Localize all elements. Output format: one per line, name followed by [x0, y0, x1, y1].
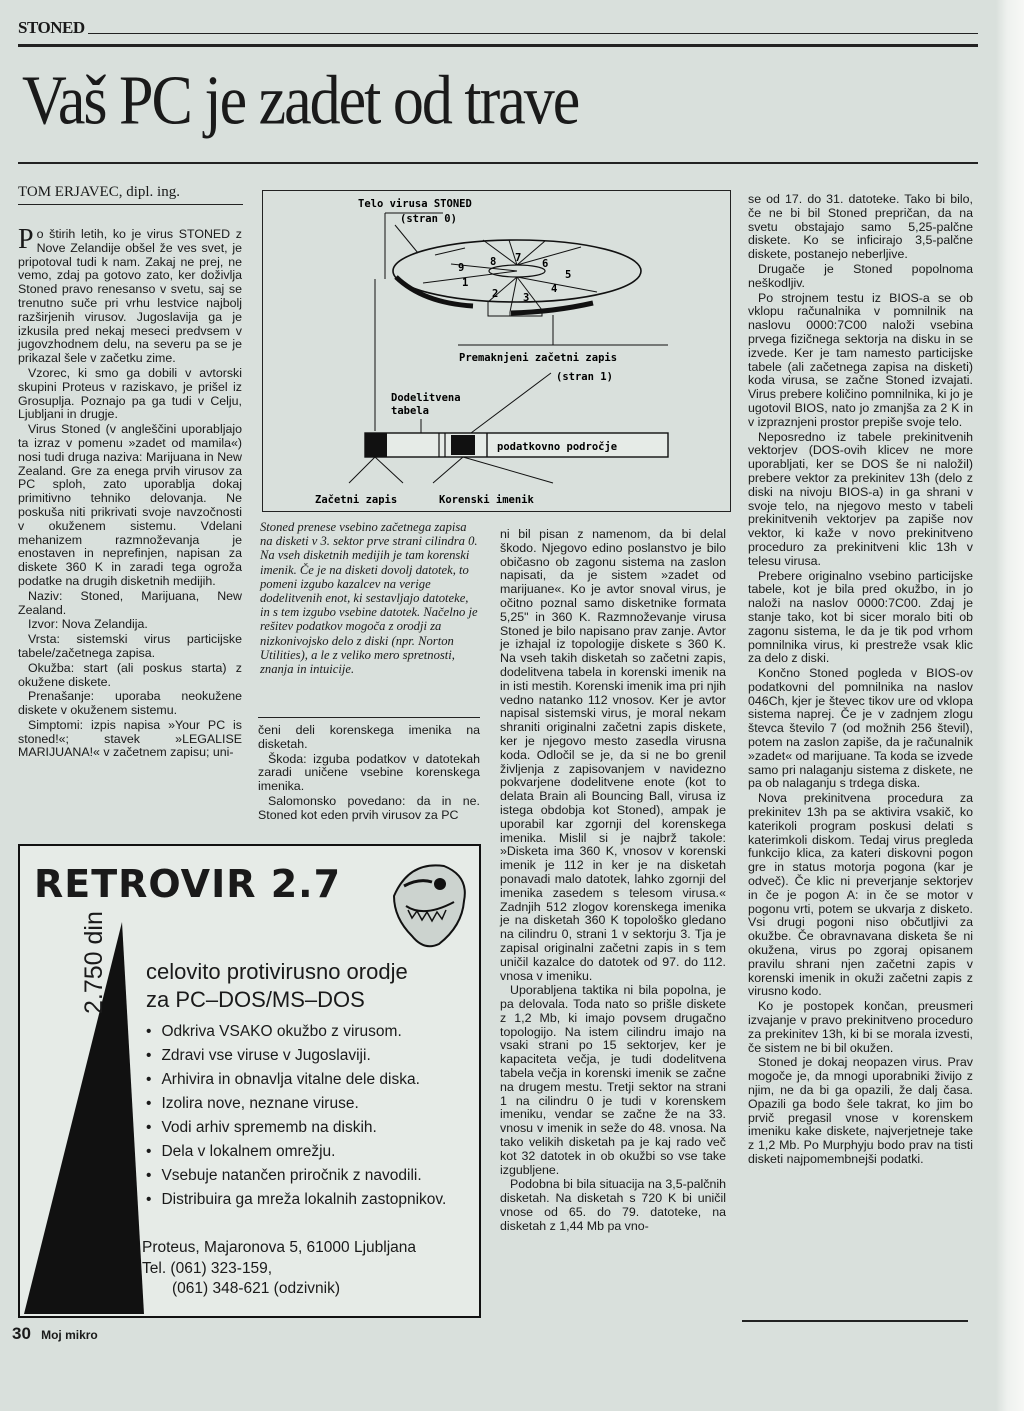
list-item: • Izolira nove, neznane viruse.: [146, 1092, 458, 1116]
column-3: [500, 528, 726, 1235]
paragraph: Okužba: start (ali poskus starta) z okužene diskete.: [18, 660, 242, 689]
disk-diagram-svg: [263, 191, 730, 511]
paragraph: čeni deli korenskega imenika na disketah.: [258, 723, 480, 751]
price-wrap: [80, 911, 120, 1054]
paragraph: [18, 224, 242, 366]
page-edge: [996, 0, 1024, 1411]
column-1: [18, 224, 242, 761]
paragraph: Simptomi: izpis napisa »Your PC is stoned!«; stavek »LEGALISE MARIJUANA!« v začetnem zapisu; uni-: [18, 717, 242, 760]
ad-address: [142, 1238, 416, 1300]
diagram-caption: Stoned prenese vsebino začetnega zapisa na disketi v 3. sektor prve strani cilindra 0. Na vseh disketnih medijih je tam korenski imenik. Če je na disketi dovolj datotek, to pomeni izgubo kazalcev na verige dodelitvenih enot, ki sestavljajo datoteke, in s tem izgubo vsebine datotek. Načelno je rešitev podatkov mogoča z orodji za nizkonivojsko delo z diski (npr. Norton Utilities), a le z veliko mero spretnosti, znanja in intuicije.: [260, 520, 478, 677]
leader-line: [395, 225, 418, 253]
paragraph: Stoned je dokaj neopazen virus. Prav mogoče je, da mnogi uporabniki živijo z njim, ne da bi ga opazili, že dalj časa. Opazili ga bodo šele takrat, ko jim bo prvič pregasil vnose v korenskem imeniku kake diskete, najverjetneje take z 1,2 Mb. Po Murphyju bodo prav na tisti disketi najpomembnejši podatki.: [748, 1055, 973, 1166]
ad-phone-line: (061) 348-621 (odzivnik): [172, 1280, 341, 1297]
ad-title: RETROVIR 2.7: [34, 862, 342, 906]
list-item: • Dela v lokalnem omrežju.: [146, 1140, 458, 1164]
column-2: [258, 724, 480, 824]
title-rule: [18, 162, 978, 164]
paragraph: Nova prekinitvena procedura za prekinitev 13h pa se aktivira vsakič, ko katerikoli program poskusi delati s katerimkoli diskom. Tedaj virus pregleda funkcijo klica, za kateri diskovni pogon gre in status motorja pogona (kar je odveč). Če klic ni preverjanje sektorjev in če je pogon A: in če se motor v pogonu vrti, potem se ukvarja z disketo. Vsi drugi pogoni niso občutljivi za okužbe. Če obravnavana disketa še ni okužena, virus po zgoraj opisanem pravilu shrani njen začetni zapis v korenski imenik in okuži začetni zapis z virusno kodo.: [748, 791, 973, 999]
magazine-name: Moj mikro: [41, 1328, 98, 1342]
list-item: • Distribuira ga mreža lokalnih zastopnikov.: [146, 1188, 458, 1212]
article-title: Vaš PC je zadet od trave: [22, 63, 579, 140]
label-side-1: (stran 1): [556, 371, 613, 383]
paragraph-text: o štirih letih, ko je virus STONED z Nove Zelandije obšel že ves svet, je pripotoval tudi k nam. Zakaj ne prej, ne vemo, zdaj pa gotovo zato, ker doživlja Stoned pravo renesanso v svetu, saj se trenutno suče pri vrhu lestvice najbolj razširjenih virusov. Jugoslavija ga je izkusila pred nekaj meseci predvsem v jugovzhodnem delu, na severu pa se je prikazal šele v začetku zime.: [18, 227, 242, 366]
paragraph: Končno Stoned pogleda v BIOS-ov podatkovni del pomnilnika na naslov 046Ch, kjer je števec tikov ure od vklopa sistema naprej. Če je v zadnjem zlogu števca število 7 (od možnih 256 števil), potem na zaslon zapiše, da je računalnik »zadet« od marijuane. Ta koda se izvede samo pri nalaganju sistema z diskete, ne pa ob nalaganju s trdega diska.: [748, 666, 974, 791]
label-side-0: (stran 0): [400, 213, 457, 225]
root-virus-block: [451, 435, 475, 455]
ad-phone-line: Tel. (061) 323-159,: [142, 1259, 273, 1277]
paragraph: Virus Stoned (v angleščini uporabljajo ta izraz v pomenu »zadet od mamila«) nosi tudi druga naziva: Marijuana in New Zealand. Gre za enega prvih virusov za PC sploh, zato uporablja dokaj primitivno tehniko delovanja. Ne poskuša niti prikrivati svoje navzočnosti v okuženem sistemu. Vdelani mehanizem razmnoževanja je enostaven in neprefinjen, napisan za diskete 360 K in zaradi tega ogroža podatke na drugih disketnih medijih.: [18, 422, 242, 588]
ad-feature-list: [146, 1020, 458, 1212]
sector-number: 8: [490, 256, 497, 268]
paragraph: Prenašanje: uporaba neokužene diskete v okuženem sistemu.: [18, 689, 242, 718]
paragraph: Uporabljena taktika ni bila popolna, je pa delovala. Toda nato so prišle diskete z 1,2 Mb, ki imajo povsem drugačno topologijo. Na istem cilindru imajo na vsaki strani po 15 sektorjev, ker je kapaciteta večja, je tudi dodelitvena tabela večja in korenski imenik se začne na drugem mestu. Tretji sektor na strani 1 na cilindru 0 je tudi v korenskem imeniku, vendar se začne že na 33. vnosu v imenik in seže do 48. vnosa. Na tako velikih disketah pa je kaj rado več kot 32 datotek in ob okužbi so vse take izgubljene.: [500, 983, 726, 1177]
column-4: [748, 193, 973, 1168]
page-number: 30: [12, 1324, 31, 1343]
paragraph: Naziv: Stoned, Marijuana, New Zealand.: [18, 588, 242, 617]
leader-line: [375, 457, 403, 483]
label-virus-body: Telo virusa STONED: [358, 198, 472, 210]
label-fat-line1: Dodelitvena: [391, 392, 461, 404]
paragraph: Po strojnem testu iz BIOS-a se ob vklopu računalnika v pomnilnik na naslovu 0000:7C00 naloži vsebina prvega fizičnega sektorja na disku in se izvede. Ker je tam namesto particijske tabele (ali začetnega zapisa na disketi) koda virusa, se začne Stoned izvajati. Virus prebere količino pomnilnika, ki jo je ugotovil BIOS, nato jo zmanjša za 2 K in v izpraznjeni prostor prepiše svoje telo.: [748, 290, 973, 429]
paragraph: Izvor: Nova Zelandija.: [28, 617, 148, 632]
leader-line: [463, 457, 553, 483]
paragraph: Vrsta: sistemski virus particijske tabele/začetnega zapisa.: [18, 632, 242, 660]
caption-rule: [258, 717, 480, 718]
sector-number: 9: [458, 262, 465, 274]
leader-line: [433, 457, 463, 483]
paragraph: Ko je postopek končan, preusmeri izvajanje v pravo prekinitveno proceduro za prekinitev 13h, ki bi se morala izvesti, če sistem ne bi bil okužen.: [748, 999, 973, 1055]
list-item: • Vodi arhiv sprememb na diskih.: [146, 1116, 458, 1140]
section-label: STONED: [18, 18, 85, 37]
retrovir-advertisement: [18, 844, 481, 1318]
ad-subtitle-2: za PC–DOS/MS–DOS: [146, 987, 365, 1012]
paragraph: Salomonsko povedano: da in ne. Stoned kot eden prvih virusov za PC: [258, 793, 480, 822]
paragraph: Škoda: izguba podatkov v datotekah zaradi uničene vsebine korenskega imenika.: [258, 751, 480, 794]
label-moved-boot: Premaknjeni začetni zapis: [459, 352, 618, 364]
header-rule-thick: [18, 44, 978, 47]
article-author: TOM ERJAVEC, dipl. ing.: [18, 184, 180, 200]
boot-block: [365, 433, 387, 457]
page-footer: [12, 1324, 98, 1344]
label-boot-record: Začetni zapis: [315, 494, 398, 506]
leader-line: [349, 457, 375, 483]
drop-cap: P: [18, 224, 34, 255]
list-item: • Vsebuje natančen priročnik z navodili.: [146, 1164, 458, 1188]
paragraph: se od 17. do 31. datoteke. Tako bi bilo, če ne bi bil Stoned prepričan, da na svetu obstajajo samo 5,25-palčne diskete. Ko se inficirajo 3,5-palčne diskete, postanejo neberljive.: [748, 192, 973, 262]
sector-number: 1: [462, 277, 469, 289]
sector-number: 7: [515, 252, 522, 264]
list-item: • Odkriva VSAKO okužbo z virusom.: [146, 1020, 458, 1044]
leader-line: [471, 373, 551, 433]
header-rule-thin: [88, 33, 978, 34]
column-end-rule: [742, 1320, 968, 1322]
sector-number: 4: [551, 283, 558, 295]
mascot-icon: [384, 856, 474, 956]
stoned-diagram: [262, 190, 731, 512]
label-data-area: podatkovno področje: [497, 441, 618, 453]
ad-address-line: Proteus, Majaronova 5, 61000 Ljubljana: [142, 1239, 417, 1256]
moved-boot-sector: [511, 303, 593, 313]
label-fat-line2: tabela: [391, 405, 429, 417]
list-item: • Zdravi vse viruse v Jugoslaviji.: [146, 1044, 458, 1068]
sector-number: 6: [542, 258, 549, 270]
paragraph: Prebere originalno vsebino particijske tabele, kot je bila pred okužbo, in jo naloži na naslov 0000:7C00. Zdaj je stanje tako, kot bi sicer moralo biti ob zagonu sistema, le da je tik pod vrhom pomnilnika virus, ki prestreže vsak klic za delo z diski.: [748, 568, 973, 666]
label-root-dir: Korenski imenik: [439, 494, 534, 506]
author-rule: [18, 204, 243, 205]
paragraph: Podobna bi bila situacija na 3,5-palčnih disketah. Na disketah s 720 K bi uničil vnose od 65. do 79. datoteke, na disketah z 1,44 Mb pa vno-: [500, 1177, 726, 1233]
paragraph: Neposredno iz tabele prekinitvenih vektorjev (DOS-ovih klicev ne more uporabljati, ker se DOS še ni naložil) prebere vektor za prekinitev 13h (delo z diski na nivoju BIOS-a) in ga shrani v svoje telo, na njegovo mesto v tabeli prekinitvenih vektorjev pa zapiše nov vektor, ki kaže v novo prekinitveno proceduro za prekinitveni klic 13h v telesu virusa.: [748, 429, 973, 568]
paragraph: Vzorec, ki smo ga dobili v avtorski skupini Proteus v raziskavo, je prišel iz Grosuplja. Poznajo pa ga tudi v Celju, Ljubljani in drugje.: [18, 365, 242, 422]
list-item: • Arhivira in obnavlja vitalne dele diska.: [146, 1068, 458, 1092]
ad-price: 2.750 din: [80, 911, 108, 1014]
ad-subtitle-1: celovito protivirusno orodje: [146, 959, 408, 984]
sector-number: 3: [523, 292, 530, 304]
sector-number: 5: [565, 269, 572, 281]
paragraph: ni bil pisan z namenom, da bi delal škodo. Njegovo edino poslanstvo je bilo običasno ob zagonu sistema na zaslon napisati, da je sistem »zadet od marijuane«. Ko je avtor snoval virus, je očitno poznal samo disketnike formata 5,25" in 360 K. Razmnoževanje virusa Stoned je bilo napisano prav zanje. Avtor je izhajal iz topologije diskete s 360 K. Na vseh takih disketah so začetni zapis, dodelitvena tabela in korenski imenik na in isti mestih. Korenski imenik ima pri njih vedno natanko 112 vnosov. Ker je avtor napisal sistemski virus, je moral nekam shraniti originalni začetni zapis diskete, ker je njegovo mesto zasedla virusna koda. Odločil se je, da si ne bo grenil življenja z zapisovanjem v navidezno pokvarjene dodelitvene enote (kot to delata Brain ali Bouncing Ball, virusa iz istega obdobja kot Stoned), ampak je uporabil kar zgornji del korenskega imenika. Mislil si je najbrž takole: »Disketa ima 360 K, vnosov v korenski imenik je 112 in ker je na disketah ponavadi malo datotek, lahko zgornji del imenika zasedem s telesom virusa.« Zadnjih 512 zlogov korenskega imenika je na disketah 360 K topološko gledano na cilindru 0, strani 1 v sektorju 3. Tja je zapisal originalni začetni zapis in s tem uničil kazalce do datotek od 97. do 112. vnosa v imeniku.: [500, 527, 726, 983]
sector-number: 2: [492, 288, 499, 300]
paragraph: Drugače je Stoned popolnoma neškodljiv.: [748, 261, 973, 290]
